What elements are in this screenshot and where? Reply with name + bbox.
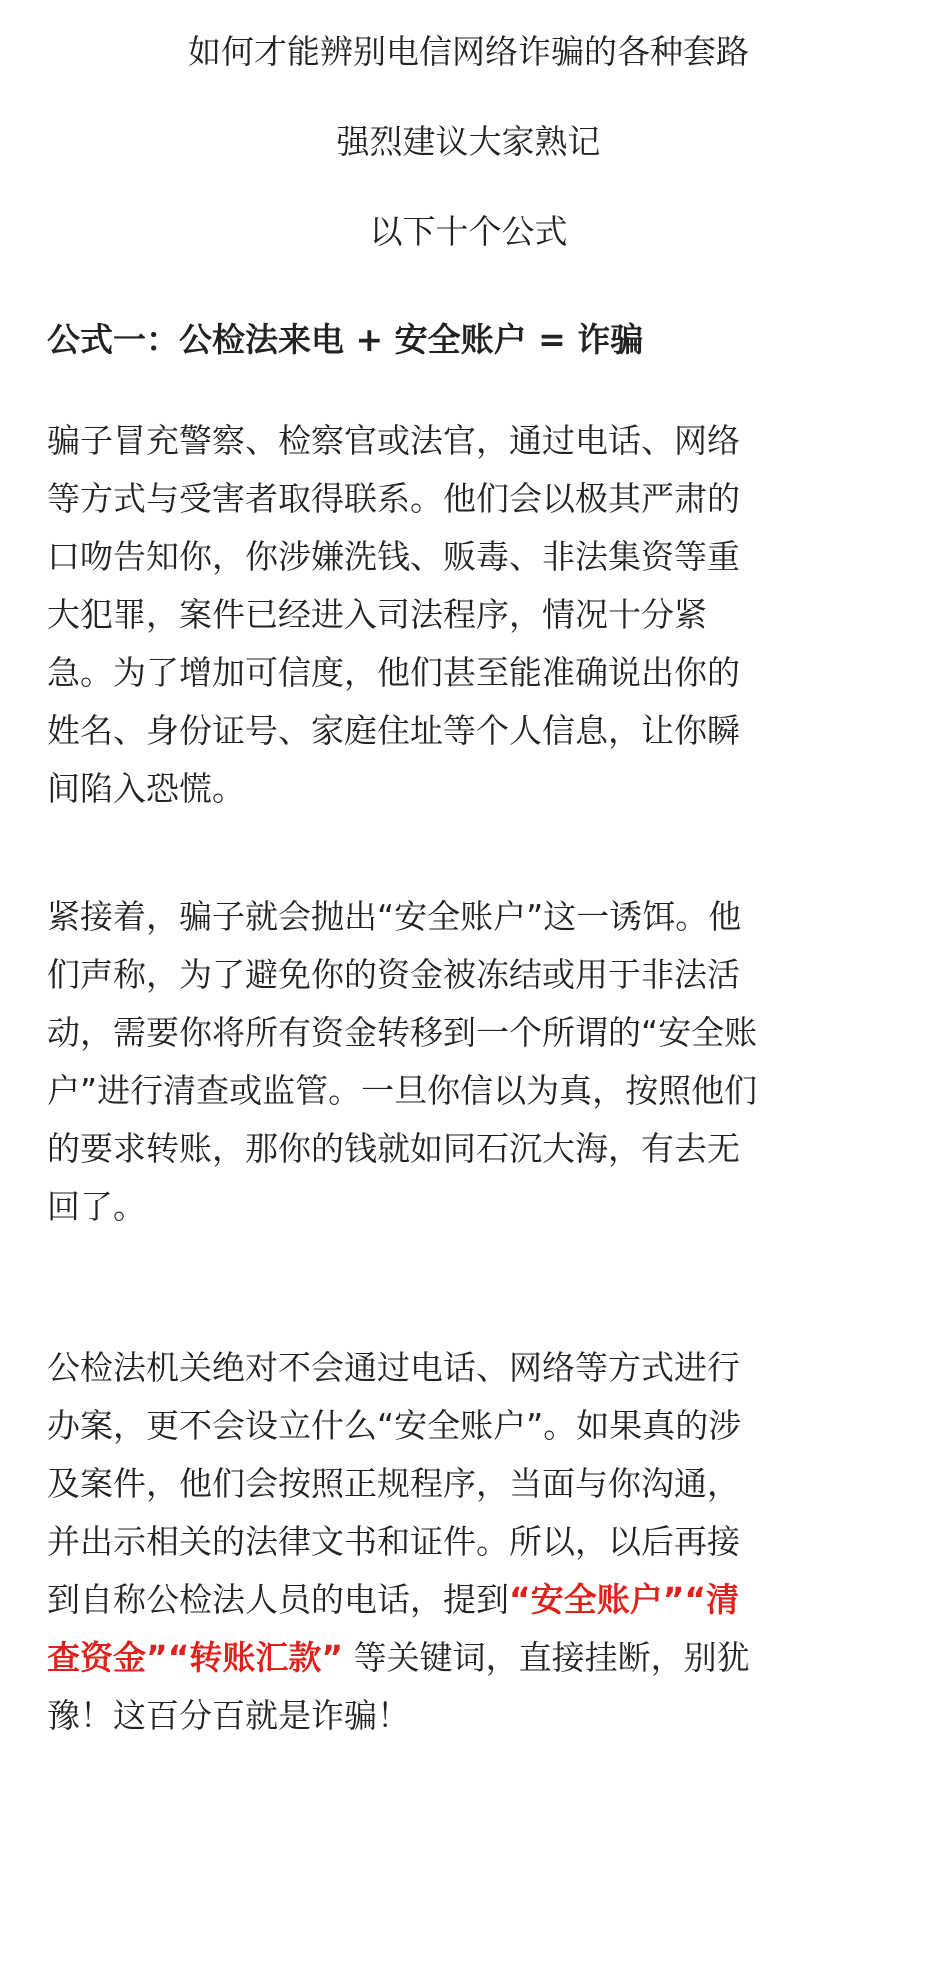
highlight-keywords: 查资金”“转账汇款” <box>47 1638 344 1677</box>
formula-heading: 公式一：公检法来电 + 安全账户 = 诈骗 <box>47 320 644 359</box>
title-line-3: 以下十个公式 <box>369 212 568 251</box>
paragraph-line <box>47 1629 750 1687</box>
title-line-1: 如何才能辨别电信网络诈骗的各种套路 <box>188 32 749 71</box>
paragraph-line: 间陷入恐慌。 <box>47 769 245 808</box>
paragraph-line: 豫！这百分百就是诈骗！ <box>47 1696 410 1735</box>
paragraph-line: 们声称，为了避免你的资金被冻结或用于非法活 <box>47 955 740 994</box>
highlight-keywords: “安全账户”“清 <box>509 1580 740 1619</box>
paragraph-line: 姓名、身份证号、家庭住址等个人信息，让你瞬 <box>47 711 740 750</box>
paragraph-line: 并出示相关的法律文书和证件。所以，以后再接 <box>47 1522 740 1561</box>
paragraph-line <box>47 1571 750 1629</box>
paragraph-2 <box>47 888 757 1236</box>
paragraph-line: 急。为了增加可信度，他们甚至能准确说出你的 <box>47 653 740 692</box>
paragraph-line: 公检法机关绝对不会通过电话、网络等方式进行 <box>47 1348 740 1387</box>
paragraph-line: 办案，更不会设立什么“安全账户”。如果真的涉 <box>47 1406 742 1445</box>
paragraph-line: 回了。 <box>47 1187 146 1226</box>
paragraph-line: 的要求转账，那你的钱就如同石沉大海，有去无 <box>47 1129 740 1168</box>
paragraph-line: 大犯罪，案件已经进入司法程序，情况十分紧 <box>47 595 707 634</box>
paragraph-line: 户”进行清查或监管。一旦你信以为真，按照他们 <box>47 1071 758 1110</box>
paragraph-line: 口吻告知你，你涉嫌洗钱、贩毒、非法集资等重 <box>47 537 740 576</box>
paragraph-text: 等关键词，直接挂断，别犹 <box>343 1638 750 1677</box>
paragraph-line: 等方式与受害者取得联系。他们会以极其严肃的 <box>47 479 740 518</box>
paragraph-text: 到自称公检法人员的电话，提到 <box>47 1580 509 1619</box>
paragraph-line: 紧接着，骗子就会抛出“安全账户”这一诱饵。他 <box>47 897 742 936</box>
paragraph-1 <box>47 412 740 818</box>
paragraph-line: 骗子冒充警察、检察官或法官，通过电话、网络 <box>47 421 740 460</box>
title-line-2: 强烈建议大家熟记 <box>336 122 601 161</box>
paragraph-line: 及案件，他们会按照正规程序，当面与你沟通， <box>47 1464 740 1503</box>
paragraph-3 <box>47 1339 750 1745</box>
paragraph-line: 动，需要你将所有资金转移到一个所谓的“安全账 <box>47 1013 758 1052</box>
